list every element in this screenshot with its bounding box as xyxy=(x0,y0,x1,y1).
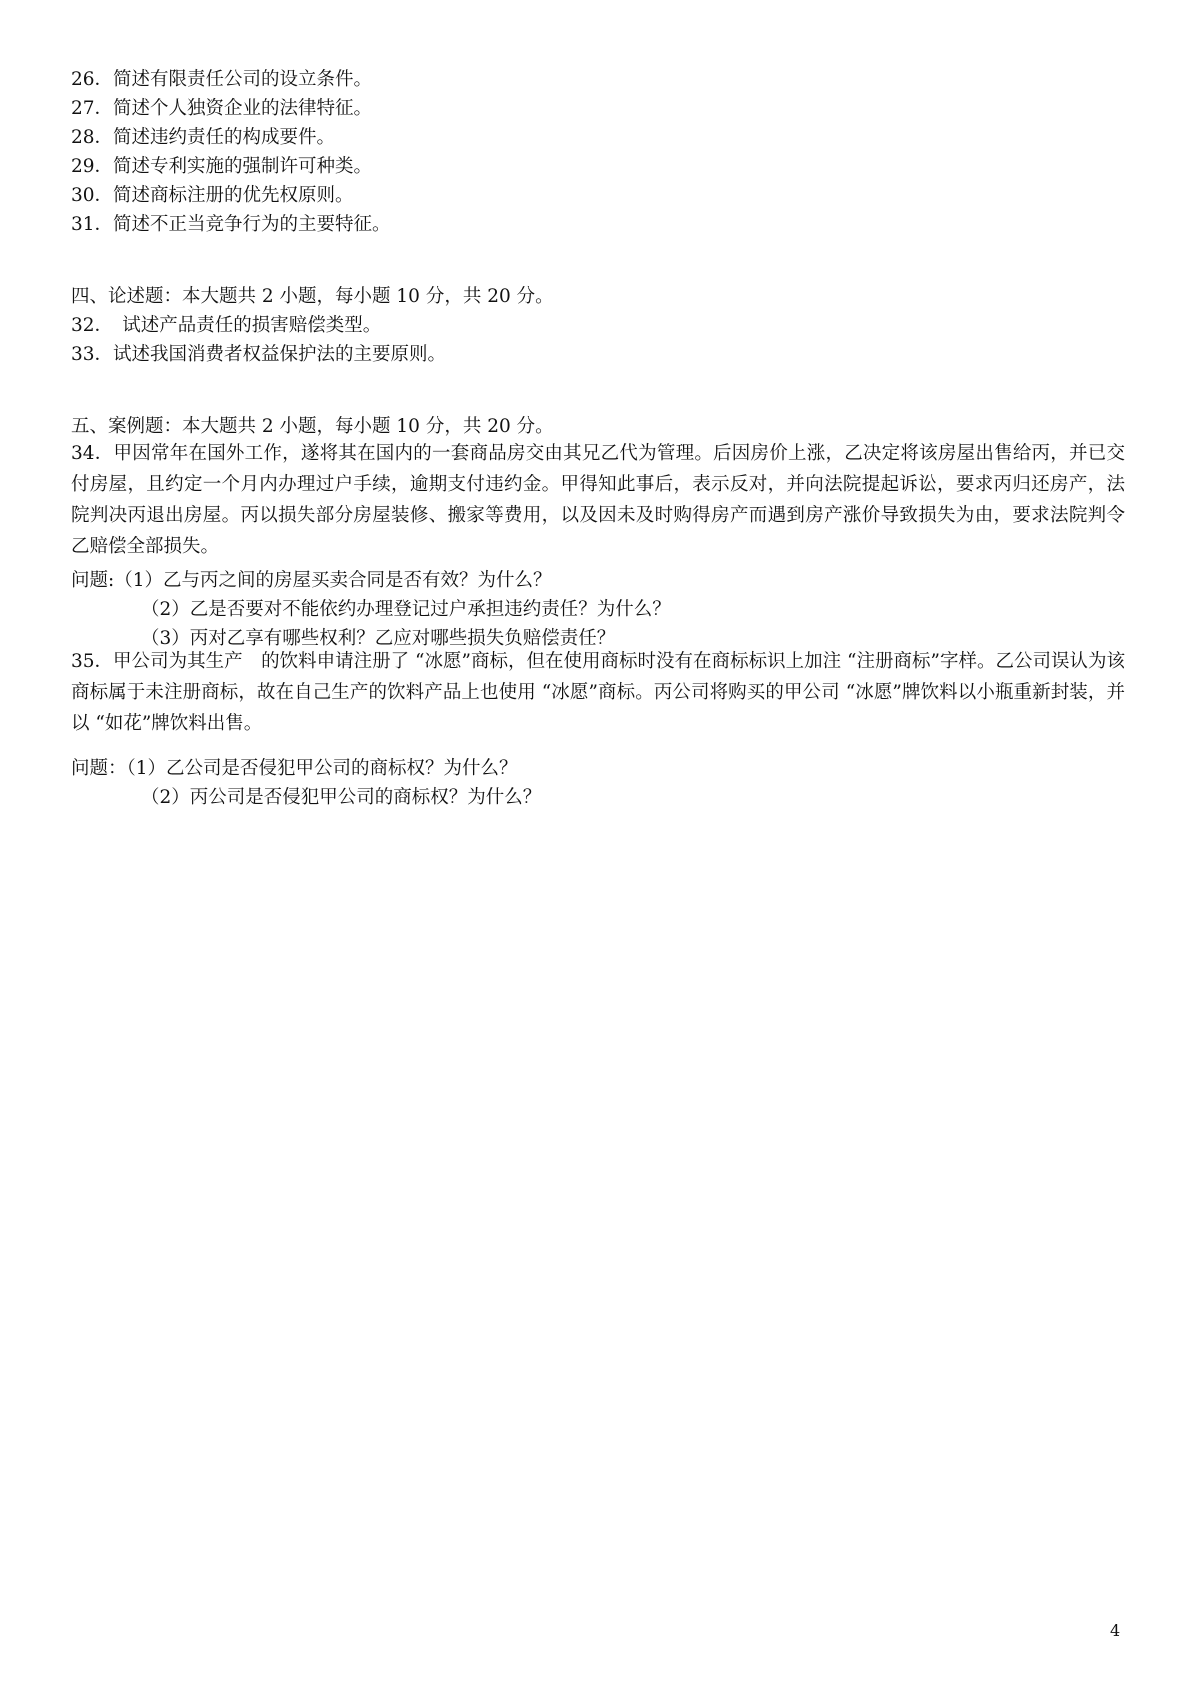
question-32: 32． 试述产品责任的损害赔偿类型。 xyxy=(71,315,382,336)
case-34-question-3: （3）丙对乙享有哪些权利？乙应对哪些损失负赔偿责任？ xyxy=(141,628,616,649)
question-31: 31．简述不正当竞争行为的主要特征。 xyxy=(71,214,391,235)
essay-section-heading: 四、论述题：本大题共 2 小题，每小题 10 分，共 20 分。 xyxy=(71,286,554,307)
question-30: 30．简述商标注册的优先权原则。 xyxy=(71,185,354,206)
case-35-text: 35．甲公司为其生产 的饮料申请注册了 “冰愿”商标，但在使用商标时没有在商标标识上加注 “注册商标”字样。乙公司误认为该商标属于未注册商标，故在自己生产的饮料产品上也使用 “冰愿”商标。丙公司将购买的甲公司 “冰愿”牌饮料以小瓶重新封装，并以 “如花”牌饮料出售。 xyxy=(71,651,1125,734)
question-29: 29．简述专利实施的强制许可种类。 xyxy=(71,156,373,177)
case-35-question-1: 问题：（1）乙公司是否侵犯甲公司的商标权？为什么？ xyxy=(71,758,518,779)
question-33: 33．试述我国消费者权益保护法的主要原则。 xyxy=(71,344,447,365)
case-35-question-2: （2）丙公司是否侵犯甲公司的商标权？为什么？ xyxy=(141,787,542,808)
question-27: 27．简述个人独资企业的法律特征。 xyxy=(71,98,373,119)
question-28: 28．简述违约责任的构成要件。 xyxy=(71,127,336,148)
case-34-question-1: 问题:（1）乙与丙之间的房屋买卖合同是否有效？为什么？ xyxy=(71,570,552,591)
page-number: 4 xyxy=(1110,1621,1121,1640)
question-26: 26．简述有限责任公司的设立条件。 xyxy=(71,69,373,90)
case-section-heading: 五、案例题：本大题共 2 小题，每小题 10 分，共 20 分。 xyxy=(71,416,554,437)
case-34-text: 34．甲因常年在国外工作，遂将其在国内的一套商品房交由其兄乙代为管理。后因房价上涨，乙决定将该房屋出售给丙，并已交付房屋，且约定一个月内办理过户手续，逾期支付违约金。甲得知此事后，表示反对，并向法院提起诉讼，要求丙归还房产，法院判决丙退出房屋。丙以损失部分房屋装修、搬家等费用，以及因未及时购得房产而遇到房产涨价导致损失为由，要求法院判令乙赔偿全部损失。 xyxy=(71,443,1125,557)
case-34-question-2: （2）乙是否要对不能依约办理登记过户承担违约责任？为什么？ xyxy=(141,599,671,620)
